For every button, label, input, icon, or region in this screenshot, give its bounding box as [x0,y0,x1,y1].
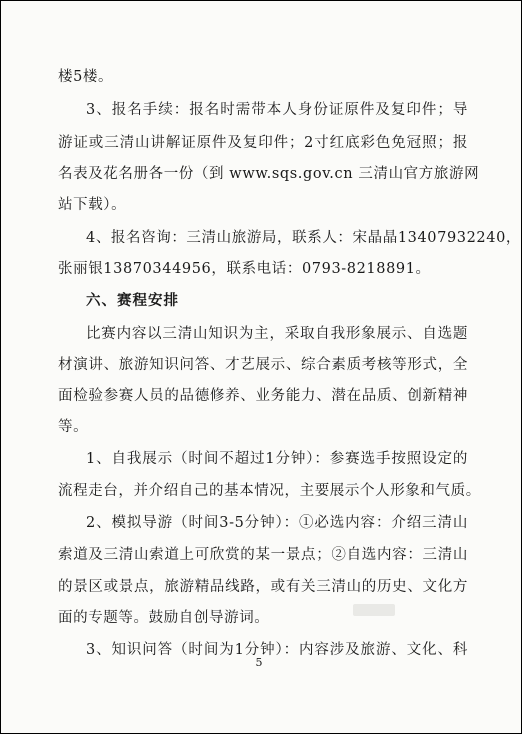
text-line: 3、报名手续：报名时需带本人身份证原件及复印件；导 [86,102,468,118]
text-line: 面检验参赛人员的品德修养、业务能力、潜在品质、创新精神 [58,388,468,404]
text-line: 4、报名咨询：三清山旅游局，联系人：宋晶晶13407932240， [86,230,522,246]
text-line: 1、自我展示（时间不超过1分钟）：参赛选手按照设定的 [86,451,468,467]
text-line: 张丽银13870344956，联系电话：0793-8218891。 [58,261,431,277]
page-number: 5 [255,656,263,669]
faded-mark [353,604,395,616]
text-line: 的景区或景点，旅游精品线路，或有关三清山的历史、文化方 [58,579,468,595]
text-line: 站下载）。 [58,197,127,213]
text-line: 楼5楼。 [58,69,114,85]
text-line: 比赛内容以三清山知识为主，采取自我形象展示、自选题 [86,326,468,342]
text-line: 名表及花名册各一份（到 www.sqs.gov.cn 三清山官方旅游网 [58,166,480,182]
text-line: 2、模拟导游（时间3-5分钟）：①必选内容：介绍三清山 [86,515,468,531]
text-line: 等。 [58,419,89,435]
text-line: 索道及三清山索道上可欣赏的某一景点；②自选内容：三清山 [58,547,468,563]
text-line: 流程走台，并介绍自己的基本情况，主要展示个人形象和气质。 [58,483,481,499]
text-line: 3、知识问答（时间为1分钟）：内容涉及旅游、文化、科 [86,642,468,658]
text-line: 材演讲、旅游知识问答、才艺展示、综合素质考核等形式，全 [58,357,468,373]
section-heading: 六、赛程安排 [86,293,179,309]
text-line: 游证或三清山讲解证原件及复印件；2寸红底彩色免冠照；报 [58,135,468,151]
document-body [1,1,521,733]
text-line: 面的专题等。鼓励自创导游词。 [58,610,270,626]
